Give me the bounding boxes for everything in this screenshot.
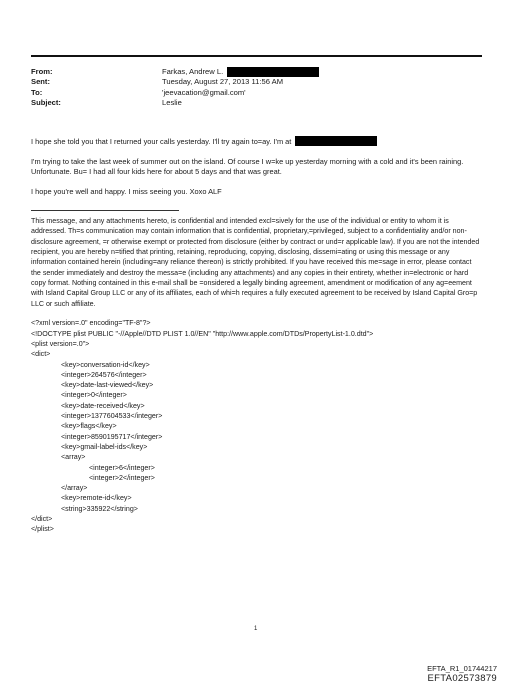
subject-label: Subject: (31, 97, 61, 107)
xml-line: <dict> (31, 350, 51, 359)
subject-value: Leslie (162, 97, 182, 107)
redaction-box (295, 136, 377, 146)
xml-line: <integer>6</integer> (89, 463, 155, 472)
sent-row (31, 77, 319, 87)
xml-plist-block (31, 318, 483, 534)
to-label: To: (31, 87, 43, 97)
from-value: Farkas, Andrew L. (162, 67, 224, 76)
from-label: From: (31, 67, 53, 76)
bates-number-1: EFTA_R1_01744217 (427, 664, 497, 673)
signature-rule (31, 210, 179, 211)
sent-value: Tuesday, August 27, 2013 11:56 AM (162, 77, 284, 87)
xml-line: <plist version=.0"> (31, 339, 90, 348)
xml-line: <integer>2</integer> (89, 473, 155, 482)
xml-line: <key>date-received</key> (61, 401, 145, 410)
xml-line: </plist> (31, 525, 54, 534)
header-rule (31, 55, 482, 57)
to-value: 'jeevacation@gmail.com' (162, 87, 246, 97)
xml-line: </array> (61, 484, 88, 493)
from-row (31, 67, 319, 77)
xml-line: <key>remote-id</key> (61, 494, 132, 503)
page-number: 1 (254, 626, 258, 632)
body-paragraph: I'm trying to take the last week of summer out on the island. Of course I w=ke up yesterday morning with a cold and it's been raining. Unfortunate. Bu= I had all four kids here for about 5 days and that was great. (31, 156, 464, 177)
xml-line: <string>335922</string> (61, 504, 138, 513)
email-body (31, 136, 483, 535)
disclaimer-text: This message, and any attachments hereto, is confidential and intended excl=sively for the use of the individual or entity to whom it is addressed. Th=s communication may contain information that is confidential, proprietary,=privileged, subject to a confidentiality and/or non-disclosure agreement, =r otherwise exempt or protected from disclosure (either by contract or und=r applicable law). If you are not the intended recipient, you are hereby n=tified that printing, retaining, reproducing, copying, disclosing, dissemi=ating or using this message or any information contained herein (including=any reliance thereon) is strictly prohibited. If you have received this me=sage in error, please contact the sender immediately and destroy the messa=e (including any attachments) and any copies in their entirety, whether in=electronic or hard copy format. Nothing contained in this e-mail shall be =onsidered a legally binding agreement, amendment or modification of any ag=eement with Island Capital Group LLC or any of its affiliates, each of whi=h requires a fully executed agreement to be received by Island Capital Gro=p LLC or such affiliate. (31, 217, 480, 308)
body-paragraph: I hope she told you that I returned your calls yesterday. I'll try again to=ay. I'm at (31, 136, 483, 147)
bates-number-2: EFTA02573879 (427, 673, 497, 684)
email-header (31, 67, 319, 108)
body-paragraph: I hope you're well and happy. I miss seeing you. Xoxo ALF (31, 186, 222, 196)
xml-line: <integer>8590195717</integer> (61, 432, 163, 441)
xml-line: </dict> (31, 515, 53, 523)
xml-line: <key>date-last-viewed</key> (61, 381, 154, 390)
xml-line: <array> (61, 453, 86, 462)
subject-row (31, 98, 319, 108)
redaction-box (227, 67, 319, 77)
xml-line: <key>conversation-id</key> (61, 360, 150, 369)
xml-line: <?xml version=.0" encoding="TF-8"?> (31, 319, 151, 328)
sent-label: Sent: (31, 77, 50, 87)
to-row (31, 88, 319, 98)
xml-line: <key>flags</key> (61, 422, 117, 431)
xml-line: <key>gmail-label-ids</key> (61, 442, 148, 451)
xml-line: <integer>264576</integer> (61, 370, 147, 379)
xml-line: <integer>0</integer> (61, 391, 127, 400)
xml-line: <integer>1377604533</integer> (61, 412, 163, 421)
xml-line: <!DOCTYPE plist PUBLIC "-//Apple//DTD PLIST 1.0//EN" "http://www.apple.com/DTDs/PropertyList-1.0.dtd"> (31, 329, 374, 338)
